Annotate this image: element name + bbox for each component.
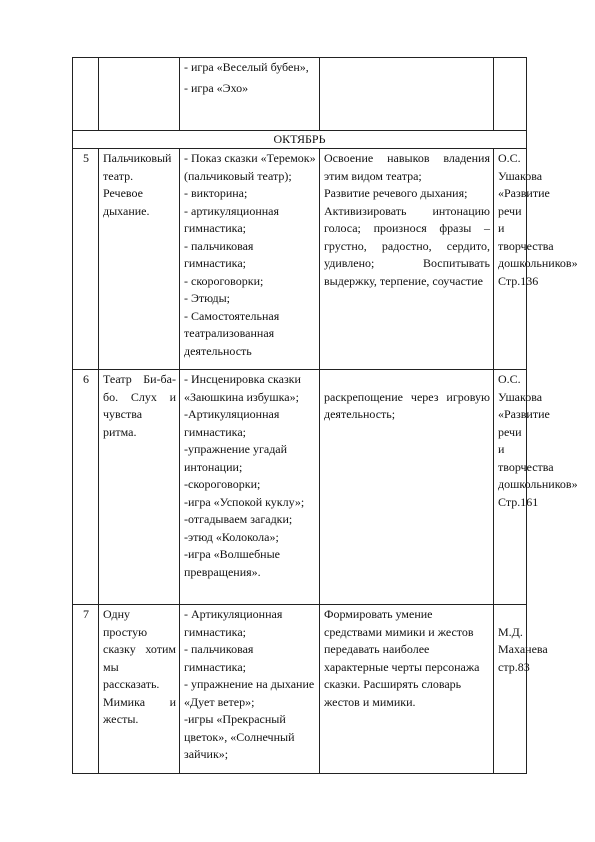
method-item: - игра «Эхо»: [184, 80, 249, 95]
literature-cell: О.С. Ушакова «Развитие речи и творчества дошкольников» Стр.136: [494, 149, 527, 370]
method-item: - викторина;: [184, 186, 248, 200]
number-cell: 6: [73, 370, 99, 605]
topic-cell: Театр Би-ба-бо. Слух и чувства ритма.: [99, 370, 180, 605]
method-item: - пальчиковая гимнастика;: [184, 642, 254, 674]
method-item: -игра «Успокой куклу»;: [184, 494, 305, 509]
goal-item: Формировать умение средствами мимики и жестов передавать наиболее характерные черты персонажа сказки. Расширять словарь жестов и мимики.: [324, 607, 480, 709]
method-item: - игра «Веселый бубен»,: [184, 60, 309, 74]
goal-item: Освоение навыков владения этим видом театра;: [324, 151, 490, 183]
methods-cell: [180, 605, 320, 774]
method-item: -упражнение угадай интонации;: [184, 442, 288, 474]
method-item: -Артикуляционная гимнастика;: [184, 407, 280, 439]
literature-text: М.Д. Маханева стр.83: [498, 624, 548, 674]
topic-cell: [99, 58, 180, 131]
method-item: - Артикуляционная гимнастика;: [184, 607, 283, 639]
month-heading: ОКТЯБРЬ: [73, 131, 527, 149]
method-item: - пальчиковая гимнастика;: [184, 238, 254, 270]
literature-cell: [494, 605, 548, 774]
methods-cell: [180, 370, 320, 605]
table-row: [73, 149, 527, 370]
literature-cell: О.С. Ушакова «Развитие речи и творчества дошкольников» Стр.161: [494, 370, 527, 605]
goal-item: раскрепощение через игровую деятельность;: [324, 389, 490, 421]
method-item: - Инсценировка сказки «Заюшкина избушка»;: [184, 372, 301, 404]
goals-cell: [320, 605, 494, 774]
method-item: - упражнение на дыхание «Дует ветер»;: [184, 677, 315, 709]
table-row: [73, 605, 527, 774]
lesson-plan-table: [72, 57, 578, 774]
method-item: -игры «Прекрасный цветок», «Солнечный зайчик»;: [184, 712, 295, 761]
goal-item: Развитие речевого дыхания;: [324, 186, 468, 200]
methods-cell: [180, 58, 320, 131]
method-item: -игра «Волшебные превращения».: [184, 547, 280, 579]
goals-cell: [320, 58, 494, 131]
table-row: [73, 370, 527, 605]
goals-cell: [320, 370, 494, 605]
method-item: - скороговорки;: [184, 273, 264, 288]
method-item: - Этюды;: [184, 291, 231, 305]
table-row: [73, 58, 527, 131]
topic-cell: Одну простую сказку хотим мы рассказать. Мимика и жесты.: [99, 605, 180, 774]
literature-cell: [494, 58, 527, 131]
method-item: - Показ сказки «Теремок» (пальчиковый театр);: [184, 151, 316, 183]
method-item: -отгадываем загадки;: [184, 512, 293, 526]
goal-item: Активизировать интонацию голоса; произнося фразы – грустно, радостно, сердито, удивлено; Воспитывать выдержку, терпение, соучастие: [324, 203, 490, 288]
number-cell: [73, 58, 99, 131]
topic-cell: Пальчиковый театр. Речевое дыхание.: [99, 149, 180, 370]
method-item: - артикуляционная гимнастика;: [184, 203, 280, 235]
month-row: [73, 131, 527, 149]
number-cell: 7: [73, 605, 99, 774]
number-cell: 5: [73, 149, 99, 370]
goals-cell: [320, 149, 494, 370]
method-item: - Самостоятельная театрализованная деятельность: [184, 308, 280, 358]
method-item: -скороговорки;: [184, 477, 261, 491]
method-item: -этюд «Колокола»;: [184, 529, 279, 544]
methods-cell: [180, 149, 320, 370]
